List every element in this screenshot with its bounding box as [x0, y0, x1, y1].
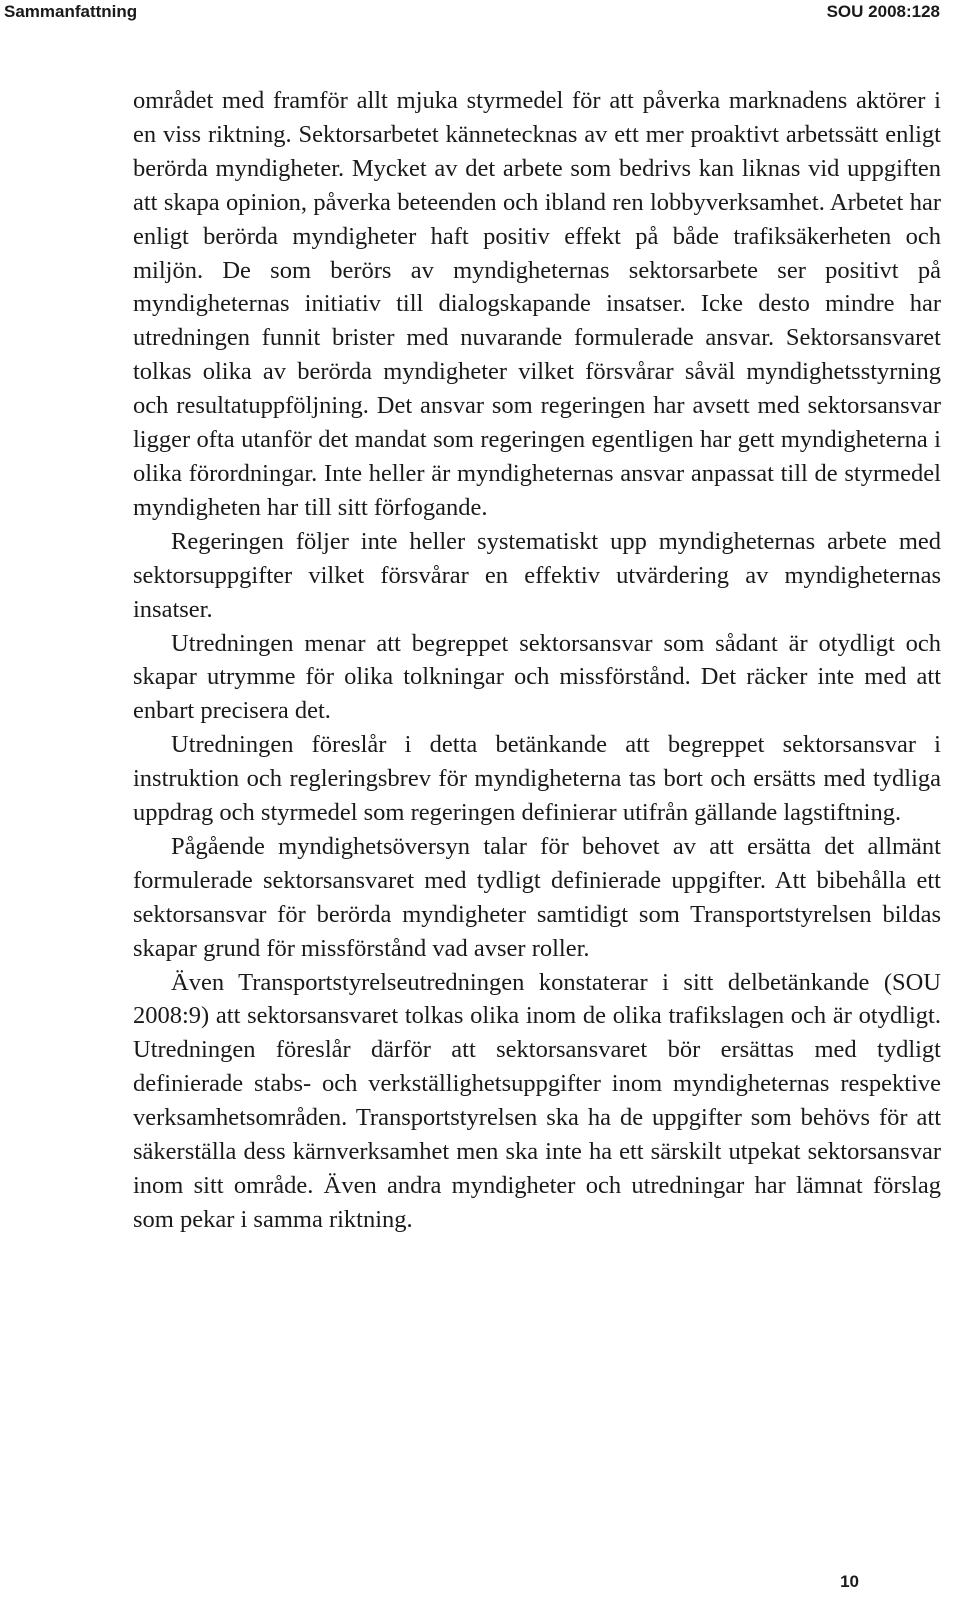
paragraph: Även Transportstyrelseutredningen konstaterar i sitt delbetänkande (SOU 2008:9) att sektorsansvaret tolkas olika inom de olika trafikslagen och är otydligt. Utredningen föreslår därför att sektorsansvaret bör ersättas med tydligt definierade stabs- och verkställighetsuppgifter inom myndigheternas respektive verksamhetsområden. Transportstyrelsen ska ha de uppgifter som behövs för att säkerställa dess kärnverksamhet men ska inte ha ett särskilt utpekat sektorsansvar inom sitt område. Även andra myndigheter och utredningar har lämnat förslag som pekar i samma riktning.: [133, 968, 941, 1233]
paragraph: Utredningen menar att begreppet sektorsansvar som sådant är otydligt och skapar utrymme för olika tolkningar och missförstånd. Det räcker inte med att enbart precisera det.: [133, 629, 941, 725]
paragraph: Regeringen följer inte heller systematiskt upp myndigheternas arbete med sektorsuppgifter vilket försvårar en effektiv utvärdering av myndigheternas insatser.: [133, 527, 941, 623]
running-header: [0, 0, 960, 24]
paragraph: Pågående myndighetsöversyn talar för behovet av att ersätta det allmänt formulerade sektorsansvaret med tydligt definierade uppgifter. Att bibehålla ett sektorsansvar för berörda myndigheter samtidigt som Transportstyrelsen bildas skapar grund för missförstånd vad avser roller.: [133, 832, 941, 962]
paragraph-continued: området med framför allt mjuka styrmedel för att påverka marknadens aktörer i en viss riktning. Sektorsarbetet kännetecknas av ett mer proaktivt arbetssätt enligt berörda myndigheter. Mycket av det arbete som bedrivs kan liknas vid uppgiften att skapa opinion, påverka beteenden och ibland ren lobbyverksamhet. Arbetet har enligt berörda myndigheter haft positiv effekt på både trafiksäkerheten och miljön. De som berörs av myndigheternas sektorsarbete ser positivt på myndigheternas initiativ till dialogskapande insatser. Icke desto mindre har utredningen funnit brister med nuvarande formulerade ansvar. Sektorsansvaret tolkas olika av berörda myndigheter vilket försvårar såväl myndighetsstyrning och resultatuppföljning. Det ansvar som regeringen har avsett med sektorsansvar ligger ofta utanför det mandat som regeringen egentligen har gett myndigheterna i olika förordningar. Inte heller är myndigheternas ansvar anpassat till de styrmedel myndigheten har till sitt förfogande.: [133, 87, 941, 521]
body-text: [133, 84, 941, 1237]
paragraph: Utredningen föreslår i detta betänkande att begreppet sektorsansvar i instruktion och regleringsbrev för myndigheterna tas bort och ersätts med tydliga uppdrag och styrmedel som regeringen definierar utifrån gällande lagstiftning.: [133, 731, 941, 827]
report-id: SOU 2008:128: [826, 2, 940, 21]
section-title: Sammanfattning: [4, 2, 138, 21]
page-number: 10: [840, 1572, 859, 1591]
